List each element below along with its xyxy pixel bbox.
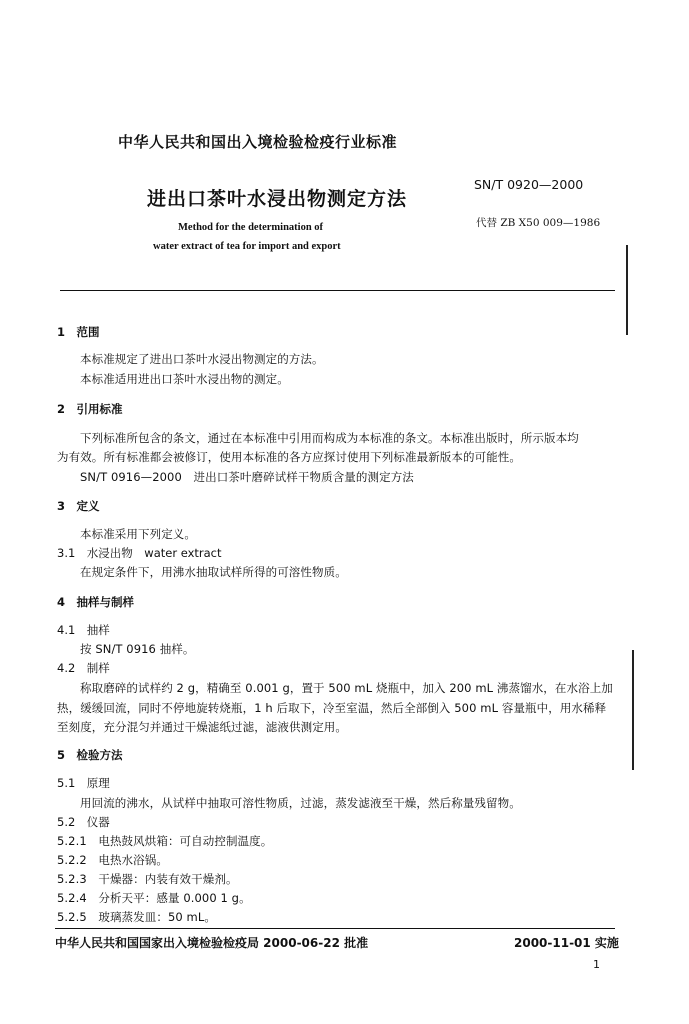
page-number: 1: [593, 958, 600, 971]
section-3-1-heading: 3.1 水浸出物 water extract: [57, 546, 222, 560]
section-4-2-paragraph-line3: 至刻度，充分混匀并通过干燥滤纸过滤，滤液供测定用。: [57, 720, 347, 734]
document-title-cn: 进出口茶叶水浸出物测定方法: [147, 188, 408, 210]
section-5-2-2-item: 5.2.2 电热水浴锅。: [57, 853, 168, 867]
section-1-heading: 1 范围: [57, 325, 100, 339]
section-5-2-3-item: 5.2.3 干燥器：内装有效干燥剂。: [57, 872, 238, 886]
section-4-2-heading: 4.2 制样: [57, 661, 110, 675]
section-2-heading: 2 引用标准: [57, 402, 123, 416]
section-5-heading: 5 检验方法: [57, 748, 123, 762]
section-5-2-4-item: 5.2.4 分析天平：感量 0.000 1 g。: [57, 891, 251, 905]
section-5-2-heading: 5.2 仪器: [57, 815, 110, 829]
approval-statement: 中华人民共和国国家出入境检验检疫局 2000-06-22 批准: [55, 936, 369, 950]
section-4-1-paragraph: 按 SN/T 0916 抽样。: [80, 642, 195, 656]
section-2-paragraph-line2: 为有效。所有标准都会被修订，使用本标准的各方应探讨使用下列标准最新版本的可能性。: [57, 450, 521, 464]
section-4-2-paragraph-line1: 称取磨碎的试样约 2 g，精确至 0.001 g，置于 500 mL 烧瓶中，加入 200 mL 沸蒸馏水，在水浴上加: [80, 681, 613, 695]
standard-number: SN/T 0920—2000: [474, 177, 584, 192]
section-3-heading: 3 定义: [57, 499, 100, 513]
section-3-paragraph-1: 本标准采用下列定义。: [80, 527, 196, 541]
section-1-paragraph-1: 本标准规定了进出口茶叶水浸出物测定的方法。: [80, 352, 324, 366]
section-3-1-paragraph: 在规定条件下，用沸水抽取试样所得的可溶性物质。: [80, 565, 347, 579]
replaces-standard: 代替 ZB X50 009—1986: [476, 217, 601, 229]
standard-type-heading: 中华人民共和国出入境检验检疫行业标准: [118, 133, 398, 151]
header-divider: [60, 290, 615, 291]
section-2-reference: SN/T 0916—2000 进出口茶叶磨碎试样干物质含量的测定方法: [80, 470, 414, 484]
section-1-paragraph-2: 本标准适用进出口茶叶水浸出物的测定。: [80, 372, 289, 386]
document-title-en-line1: Method for the determination of: [178, 222, 324, 233]
implementation-date: 2000-11-01 实施: [514, 936, 619, 950]
section-5-2-5-item: 5.2.5 玻璃蒸发皿：50 mL。: [57, 910, 216, 924]
scan-margin-mark: [632, 650, 634, 770]
section-5-1-heading: 5.1 原理: [57, 776, 110, 790]
section-4-1-heading: 4.1 抽样: [57, 623, 110, 637]
document-title-en-line2: water extract of tea for import and export: [153, 241, 341, 252]
section-4-heading: 4 抽样与制样: [57, 595, 135, 609]
section-5-2-1-item: 5.2.1 电热鼓风烘箱：可自动控制温度。: [57, 834, 273, 848]
scan-margin-mark: [626, 245, 628, 335]
section-4-2-paragraph-line2: 热，缓缓回流，同时不停地旋转烧瓶，1 h 后取下，冷至室温，然后全部倒入 500 mL 容量瓶中，用水稀释: [57, 701, 607, 715]
section-2-paragraph-line1: 下列标准所包含的条文，通过在本标准中引用而构成为本标准的条文。本标准出版时，所示版本均: [80, 431, 579, 445]
section-5-1-paragraph: 用回流的沸水，从试样中抽取可溶性物质，过滤，蒸发滤液至干燥，然后称量残留物。: [80, 796, 521, 810]
footer-divider: [55, 928, 615, 929]
